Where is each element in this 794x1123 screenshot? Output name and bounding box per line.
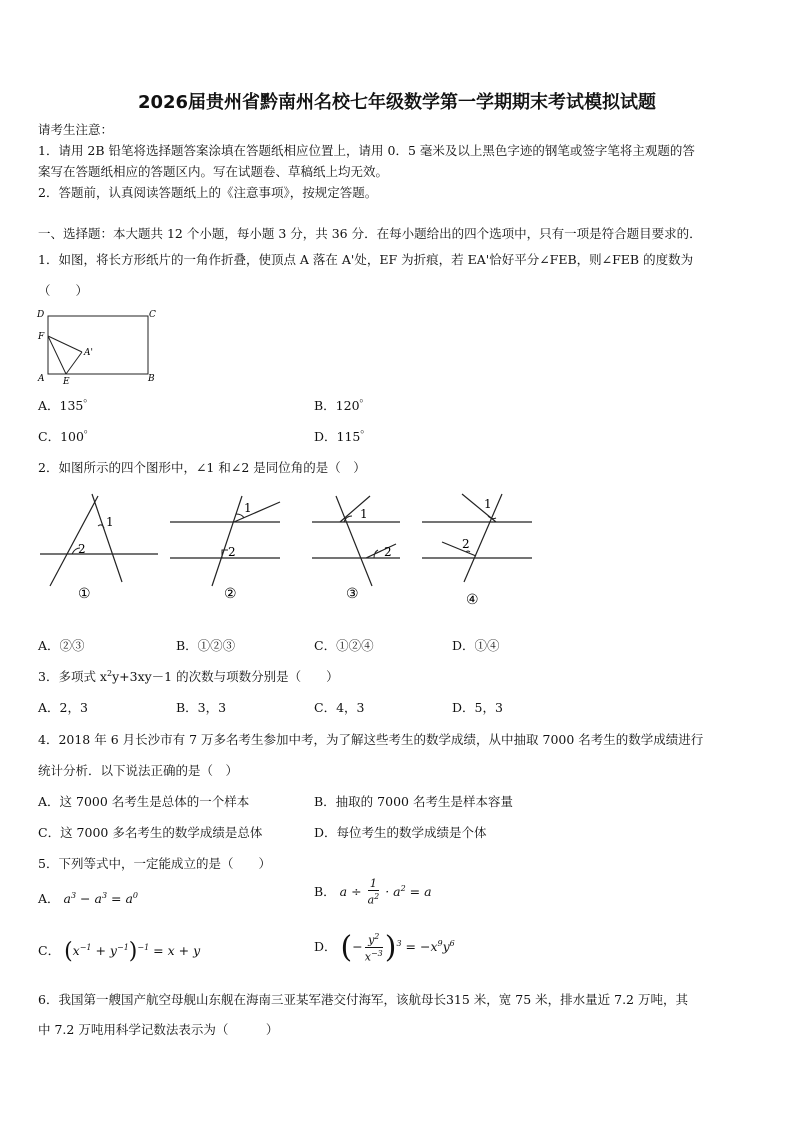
q5-stem: 5．下列等式中，一定能成立的是（ ） [38, 856, 271, 871]
q4-option-d[interactable]: D．每位考生的数学成绩是个体 [314, 825, 487, 840]
label-A-prime: A' [84, 348, 93, 358]
q5-option-b[interactable]: B． a ÷ $\frac{1}{a^2}$ · $a^2 = a$ [314, 877, 432, 907]
q2-option-d[interactable]: D．①④ [452, 638, 500, 653]
svg-text:1: 1 [244, 501, 252, 515]
svg-text:③: ③ [346, 586, 359, 602]
q1-option-a[interactable]: A．135゜ [38, 398, 96, 413]
label-C: C [149, 310, 156, 320]
q2-figure-2 [170, 496, 280, 602]
notice-item-1a: 1．请用 2B 铅笔将选择题答案涂填在答题纸相应位置上，请用 0．5 毫米及以上黑色字迹的钢笔或签字笔将主观题的答 [38, 143, 695, 158]
label-E: E [63, 377, 70, 387]
notice-item-2: 2．答题前，认真阅读答题纸上的《注意事项》，按规定答题。 [38, 185, 378, 200]
q1-stem: 1．如图，将长方形纸片的一角作折叠，使顶点 A 落在 A'处，EF 为折痕，若 EA'恰好平分∠FEB，则∠FEB 的度数为 [38, 252, 694, 267]
section-heading: 一、选择题：本大题共 12 个小题，每小题 3 分，共 36 分．在每小题给出的四个选项中，只有一项是符合题目要求的． [38, 226, 702, 241]
q1-option-b[interactable]: B．120゜ [314, 398, 373, 413]
q2-angle-figures [36, 486, 536, 614]
q5-option-a[interactable]: A． $a^3 - a^3 = a^0$ [38, 890, 138, 906]
q2-figure-4 [422, 494, 532, 608]
svg-text:2: 2 [228, 545, 236, 559]
label-B: B [148, 374, 155, 384]
svg-text:②: ② [224, 586, 237, 602]
svg-text:①: ① [78, 586, 91, 602]
q2-option-c[interactable]: C．①②④ [314, 638, 374, 653]
svg-text:④: ④ [466, 592, 479, 608]
q1-stem-paren: （ ） [38, 283, 89, 298]
svg-text:2: 2 [78, 542, 86, 556]
svg-text:1: 1 [360, 507, 368, 521]
q4-option-a[interactable]: A．这 7000 名考生是总体的一个样本 [38, 794, 250, 809]
q3-stem: 3．多项式 $x^2y+3xy-1$ 的次数与项数分别是（ ） [38, 668, 339, 684]
q2-option-a[interactable]: A．②③ [38, 638, 85, 653]
page-title: 2026届贵州省黔南州名校七年级数学第一学期期末考试模拟试题 [137, 92, 657, 113]
q5-option-d[interactable]: D． (− $\frac{y^2}{x^{-3}}$ )$^3 = -x^9y^6$ [314, 930, 455, 965]
q4-stem-b: 统计分析．以下说法正确的是（ ） [38, 763, 239, 778]
label-D: D [37, 310, 45, 320]
q4-option-b[interactable]: B．抽取的 7000 名考生是样本容量 [314, 794, 513, 809]
q6-stem-b: 中 7.2 万吨用科学记数法表示为（ ） [38, 1022, 279, 1037]
notice-item-1b: 案写在答题纸相应的答题区内。写在试题卷、草稿纸上均无效。 [38, 164, 389, 179]
svg-text:2: 2 [384, 545, 392, 559]
q2-figure-3 [312, 496, 400, 602]
q4-stem: 4．2018 年 6 月长沙市有 7 万多名考生参加中考，为了解这些考生的数学成绩，从中抽取 7000 名考生的数学成绩进行 [38, 732, 704, 747]
q3-option-d[interactable]: D．5，3 [452, 700, 503, 715]
q3-option-c[interactable]: C．4，3 [314, 700, 365, 715]
q2-stem: 2．如图所示的四个图形中，∠1 和∠2 是同位角的是（ ） [38, 460, 366, 475]
q2-option-b[interactable]: B．①②③ [176, 638, 236, 653]
svg-text:1: 1 [106, 515, 114, 529]
label-F: F [38, 332, 45, 342]
q3-option-b[interactable]: B．3，3 [176, 700, 227, 715]
q1-option-c[interactable]: C．100゜ [38, 429, 97, 444]
q1-rectangle-figure [34, 306, 164, 388]
q5-option-c[interactable]: C． $(x^{-1} + y^{-1})^{-1} = x + y$ [38, 939, 201, 964]
svg-text:1: 1 [484, 497, 492, 511]
q6-stem: 6．我国第一艘国产航空母舰山东舰在海南三亚某军港交付海军，该航母长315 米，宽 75 米，排水量近 7.2 万吨，其 [38, 992, 688, 1007]
q1-option-d[interactable]: D．115゜ [314, 429, 373, 444]
label-A: A [38, 374, 45, 384]
q4-option-c[interactable]: C．这 7000 多名考生的数学成绩是总体 [38, 825, 263, 840]
q3-option-a[interactable]: A．2，3 [38, 700, 88, 715]
notice-heading: 请考生注意： [38, 122, 114, 137]
svg-text:2: 2 [462, 537, 470, 551]
q2-figure-1 [40, 494, 158, 602]
